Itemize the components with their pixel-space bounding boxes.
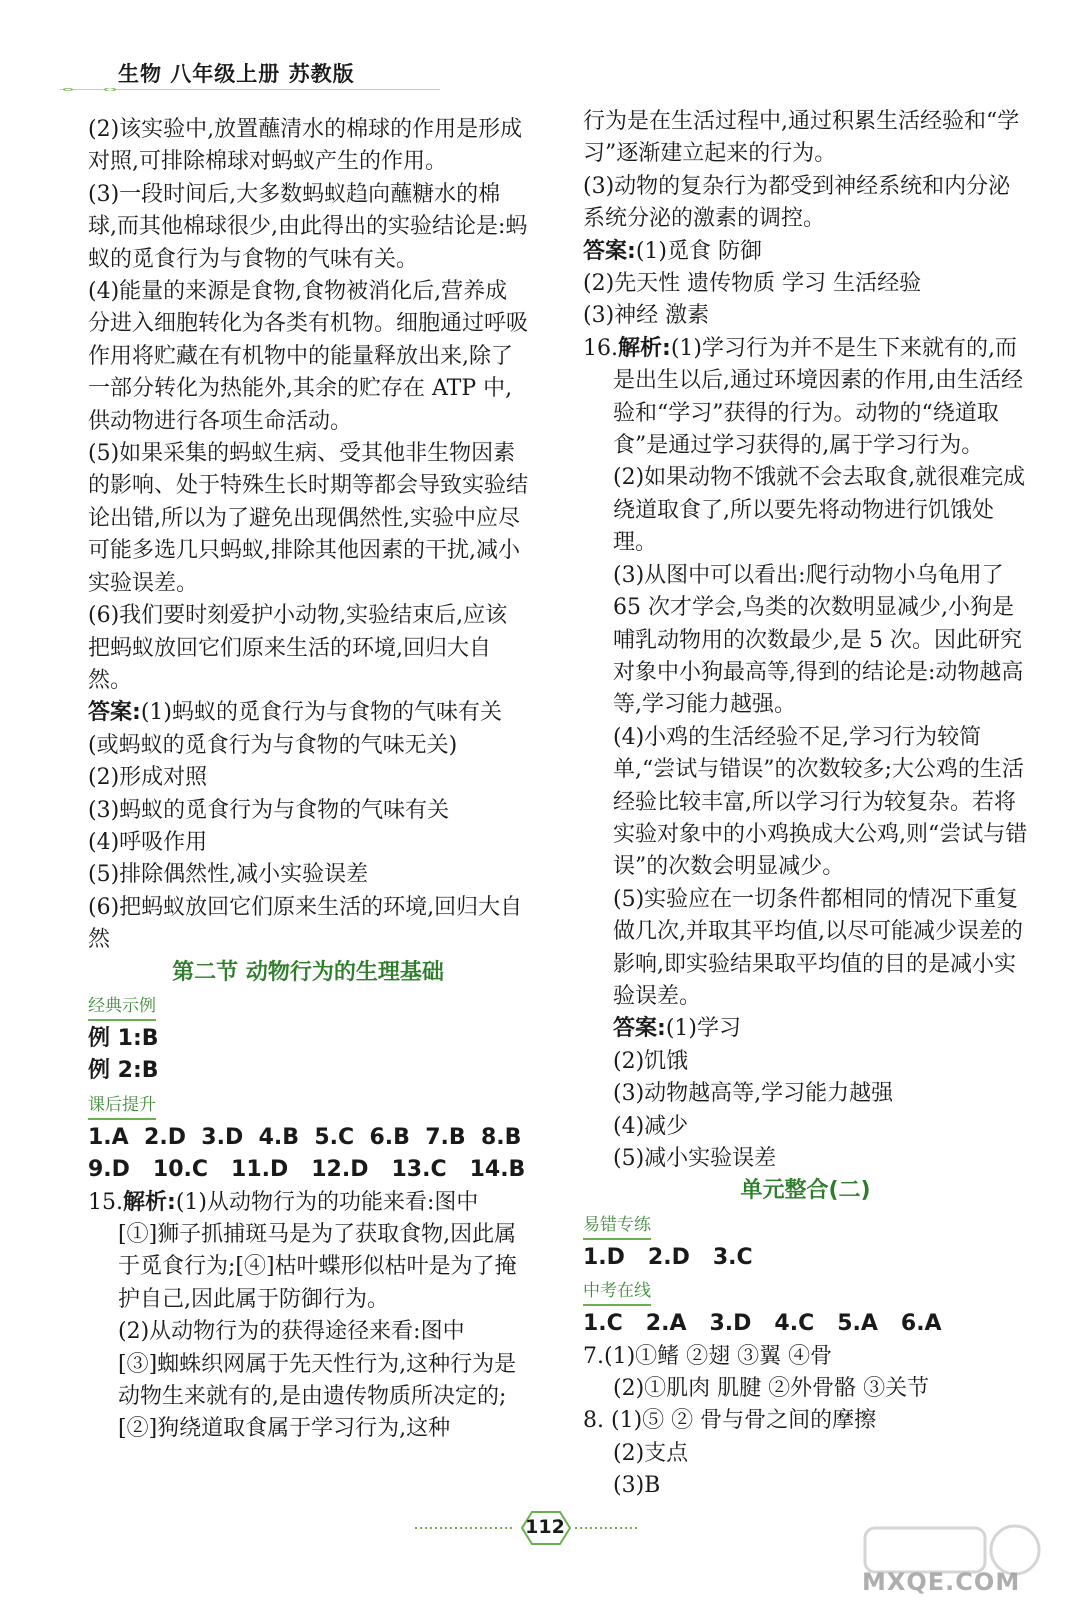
answer-key: 1.D [583,1244,625,1270]
answer-key: 2.A [645,1311,687,1337]
explanation-paragraph: [③]蜘蛛织网属于先天性行为,这种行为是动物生来就有的,是由遗传物质所决定的;[②]狗绕道取食属于学习行为,这种 [118,1351,517,1442]
answer-item: (2)饥饿 [613,1048,689,1074]
answer-key: 8.B [481,1124,522,1150]
answer-key: 5.A [837,1311,878,1337]
left-column [88,114,528,1446]
explanation-paragraph: (4)小鸡的生活经验不足,学习行为较简单,“尝试与错误”的次数较多;大公鸡的生活经验比较丰富,所以学习行为较复杂。若将实验对象中的小鸡换成大公鸡,则“尝试与错误”的次数会明显减少。 [613,724,1028,880]
answer-item: (6)把蚂蚁放回它们原来生活的环境,回归大自然 [88,894,523,953]
answer-item: (2)先天性 遗传物质 学习 生活经验 [583,271,922,297]
explanation-paragraph: (2)该实验中,放置蘸清水的棉球的作用是形成对照,可排除棉球对蚂蚁产生的作用。 [88,117,523,175]
section-title: 第二节 动物行为的生理基础 [172,959,444,985]
answer-key: 5.C [314,1124,355,1150]
right-column [583,106,1028,1503]
explanation-paragraph: (4)能量的来源是食物,食物被消化后,营养成分进入细胞转化为各类有机物。细胞通过呼吸作用将贮藏在有机物中的能量释放出来,除了一部分转化为热能外,其余的贮存在 ATP 中,供动物进行各项生命活动。 [88,279,529,434]
answer-key: 14.B [469,1157,526,1183]
answer-row [88,1122,528,1154]
answer-item: (4)呼吸作用 [88,829,208,855]
answer-key: 3.D [709,1311,752,1337]
question-15-analysis [88,1187,528,1219]
explanation-paragraph: (2)从动物行为的获得途径来看:图中 [118,1319,465,1345]
explanation-text: (1)学习行为并不是生下来就有的,而是出生以后,通过环境因素的作用,由生活经验和“学习”获得的行为。动物的“绕道取食”是通过学习获得的,属于学习行为。 [613,335,1023,459]
answer-item: (3)神经 激素 [583,303,710,329]
analysis-label: 解析: [123,1189,176,1215]
explanation-paragraph: [①]狮子抓捕斑马是为了获取食物,因此属于觅食行为;[④]枯叶蝶形似枯叶是为了掩护自己,因此属于防御行为。 [118,1222,517,1312]
answer-key: 9.D [88,1157,130,1183]
answer-key: 6.A [900,1311,942,1337]
question-number: 16. [583,335,618,361]
answer-key: 6.B [369,1124,410,1150]
analysis-label: 解析: [618,335,671,361]
question-16-analysis [583,333,1028,463]
explanation-paragraph: (5)实验应在一切条件都相同的情况下重复做几次,并取其平均值,以尽可能减少误差的影响,即实验结果取平均值的目的是减小实验误差。 [613,886,1023,1009]
answer-item: (3)动物越高等,学习能力越强 [613,1081,894,1107]
explanation-paragraph: (5)如果采集的蚂蚁生病、受其他非生物因素的影响、处于特殊生长时期等都会导致实验结论出错,所以为了避免出现偶然性,实验中应尽可能多选几只蚂蚁,排除其他因素的干扰,减小实验误差。 [88,441,529,596]
answer-item: (4)减少 [613,1113,689,1139]
answer-row [583,1242,1028,1274]
page-number: 112 [525,1516,565,1538]
example-answer: 例 2:B [88,1058,159,1084]
subsection-tag: 中考在线 [583,1278,651,1306]
answer-key: 2.D [144,1124,186,1150]
answer-key: 10.C [152,1157,209,1183]
answer-key: 4.B [258,1124,299,1150]
answer-key: 11.D [231,1157,289,1183]
answer-key: 1.A [88,1124,129,1150]
answer-key: 3.D [201,1124,244,1150]
answer-key: 12.D [311,1157,369,1183]
subsection-tag: 经典示例 [88,993,156,1021]
explanation-text: (1)从动物行为的功能来看:图中 [175,1189,479,1215]
answer-item: (2)①肌肉 肌腱 ②外骨骼 ③关节 [613,1376,930,1402]
answer-row [88,1154,528,1186]
answer-item: 8. (1)⑤ ② 骨与骨之间的摩擦 [583,1408,877,1434]
answer-item: (1)学习 [665,1016,741,1042]
explanation-paragraph: (2)如果动物不饿就不会去取食,就很难完成绕道取食了,所以要先将动物进行饥饿处理。 [613,465,1026,556]
question-number: 15. [88,1189,123,1215]
explanation-paragraph: (6)我们要时刻爱护小动物,实验结束后,应该把蚂蚁放回它们原来生活的环境,回归大自然。 [88,603,508,693]
answer-block [88,697,528,762]
answer-key: 4.C [774,1311,815,1337]
answer-item: (2)形成对照 [88,765,208,791]
answer-label: 答案: [88,700,141,726]
explanation-paragraph: 行为是在生活过程中,通过积累生活经验和“学习”逐渐建立起来的行为。 [583,109,1020,167]
subsection-tag: 课后提升 [88,1092,156,1120]
answer-item: (1)觅食 防御 [635,238,762,264]
answer-key: 13.C [391,1157,447,1183]
answer-label: 答案: [613,1016,666,1042]
answer-label: 答案: [583,238,636,264]
watermark-text: MXQE.COM [862,1568,1021,1596]
answer-item: (2)支点 [613,1440,689,1466]
answer-item: (5)排除偶然性,减小实验误差 [88,862,369,888]
answer-key: 7.B [425,1124,466,1150]
answer-item: 7.(1)①鳍 ②翅 ③翼 ④骨 [583,1343,833,1369]
explanation-paragraph: (3)一段时间后,大多数蚂蚁趋向蘸糖水的棉球,而其他棉球很少,由此得出的实验结论是:蚂蚁的觅食行为与食物的气味有关。 [88,181,528,272]
answer-row [583,1308,1028,1340]
explanation-paragraph: (3)从图中可以看出:爬行动物小乌龟用了 65 次才学会,鸟类的次数明显减少,小狗是哺乳动物用的次数最少,是 5 次。因此研究对象中小狗最高等,得到的结论是:动物越高等,学习能力越强。 [613,562,1024,718]
answer-item: (3)B [613,1473,661,1499]
answer-key: 1.C [583,1311,623,1337]
subsection-tag: 易错专练 [583,1212,651,1240]
header-decoration-line [60,88,440,91]
answer-item: (5)减小实验误差 [613,1146,777,1171]
answer-key: 3.C [712,1244,753,1270]
answer-item: (1)蚂蚁的觅食行为与食物的气味有关(或蚂蚁的觅食行为与食物的气味无关) [88,700,502,758]
example-answer: 例 1:B [88,1025,159,1051]
section-title: 单元整合(二) [740,1178,871,1204]
answer-key: 2.D [647,1244,690,1270]
book-header-title: 生物 八年级上册 苏教版 [118,62,355,86]
explanation-paragraph: (3)动物的复杂行为都受到神经系统和内分泌系统分泌的激素的调控。 [583,173,1011,232]
answer-item: (3)蚂蚁的觅食行为与食物的气味有关 [88,797,450,823]
